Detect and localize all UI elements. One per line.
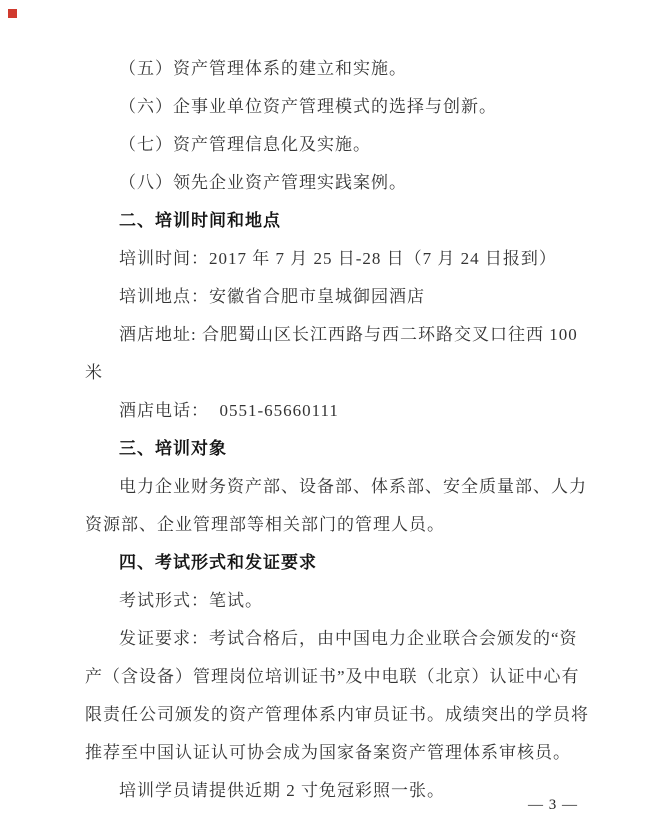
certificate-line-1: 发证要求：考试合格后，由中国电力企业联合会颁发的“资 [119,629,578,648]
audience-line-1: 电力企业财务资产部、设备部、体系部、安全质量部、人力 [119,477,587,496]
certificate-line-2: 产（含设备）管理岗位培训证书”及中电联（北京）认证中心有 [85,667,580,686]
photo-request-line: 培训学员请提供近期 2 寸免冠彩照一张。 [119,781,445,800]
list-item-6: （六）企事业单位资产管理模式的选择与创新。 [119,97,497,116]
certificate-line-3: 限责任公司颁发的资产管理体系内审员证书。成绩突出的学员将 [85,705,589,724]
section-heading-2: 二、培训时间和地点 [119,211,281,230]
certificate-line-4: 推荐至中国认证认可协会成为国家备案资产管理体系审核员。 [85,743,571,762]
hotel-phone-line: 酒店电话： 0551-65660111 [119,401,339,420]
section-heading-3: 三、培训对象 [119,439,227,458]
list-item-8: （八）领先企业资产管理实践案例。 [119,173,407,192]
red-marker [8,9,17,18]
training-place-line: 培训地点：安徽省合肥市皇城御园酒店 [119,287,425,306]
page-number: — 3 — [528,797,578,813]
audience-line-2: 资源部、企业管理部等相关部门的管理人员。 [85,515,445,534]
list-item-7: （七）资产管理信息化及实施。 [119,135,371,154]
section-heading-4: 四、考试形式和发证要求 [119,553,317,572]
training-time-line: 培训时间：2017 年 7 月 25 日-28 日（7 月 24 日报到） [119,249,557,268]
list-item-5: （五）资产管理体系的建立和实施。 [119,59,407,78]
hotel-address-line: 酒店地址: 合肥蜀山区长江西路与西二环路交叉口往西 100 米 [85,325,583,382]
document-body [85,50,597,810]
exam-form-line: 考试形式：笔试。 [119,591,263,610]
